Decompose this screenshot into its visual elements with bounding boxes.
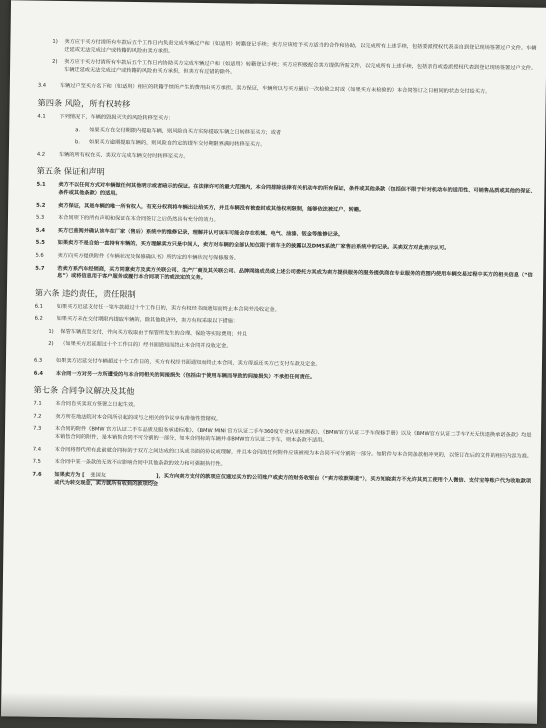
clause-text: 本合同一方对另一方所遭受的与本合同相关的间接损失（包括由于使用车辆而导致的间接损失）不承担任何责任。 <box>55 370 316 381</box>
clause-number: 7.1 <box>33 400 42 408</box>
clause-number: 5.5 <box>35 239 45 247</box>
clause-number: 1) <box>52 38 58 45</box>
clause-3-3-option-1 <box>38 39 538 61</box>
clause-text: 下列情况下，车辆的毁损灭失的风险转移至买方： <box>59 113 174 122</box>
clause-4-1 <box>37 114 537 129</box>
clause-7-6 <box>32 471 532 494</box>
clause-number: 3.4 <box>37 83 47 90</box>
clause-text: 本合同项下的所有声明和保证在本合同签订之后仍然具有充分的效力。 <box>57 215 219 224</box>
clause-text: 本合同自买卖双方签署之日起生效。 <box>55 401 139 409</box>
contract-page <box>1 0 546 723</box>
clause-number: 6.3 <box>33 357 43 364</box>
clause-text: 卖方应于买方付清所有车款后五个工作日内负责完成车辆过户和（如适用）转籍登记手续；卖方应该给予买方适当的合作和协助，以完成所有上述手续，包括委派授权代表亲自到登记现场签署过户文件。车辆迁延或无法完成过户或转籍的风险由卖方承担。 <box>64 39 537 55</box>
clause-text: 如果卖方迟延交付车辆超过十个工作日的，买方有权经书面通知而终止本合同，卖方得返还买方已支付车款及定金。 <box>55 358 321 368</box>
clause-number: 5.2 <box>36 202 46 209</box>
clause-number: 4.1 <box>37 113 46 120</box>
seller-name-field[interactable]: 张国友 <box>86 472 154 482</box>
clause-number: 1) <box>48 328 54 335</box>
clause-text: 卖方向买方提供附件《车辆状况及保修确认书》所约定的车辆状况与保修服务。 <box>57 252 240 262</box>
section-5-heading: 第五条 保证和声明 <box>36 166 105 177</box>
clause-number: 2) <box>52 59 58 66</box>
clause-7-3 <box>33 426 533 448</box>
clause-number: 7.2 <box>33 413 42 420</box>
clause-text: 保管车辆直至交付，并向买方收取由于保管所发生的合理、保险等实际费用；并且 <box>60 328 248 338</box>
clause-6-4 <box>34 370 534 385</box>
clause-number: 6.2 <box>34 315 43 323</box>
clause-number: 7.3 <box>32 426 42 433</box>
clause-text: 车辆过户至买方名下和（如适用）相应的转籍手续所产生的费用由买方承担。卖方保证，车辆所以与买方最后一次检验之时或（如果买方未检验的）本合同签订之日相同的状态交付给买方。 <box>59 83 491 96</box>
clause-number: 5.1 <box>36 182 46 189</box>
clause-text: 本合同中某一条款的无效不应影响合同中其他条款的效力和可强制执行性。 <box>54 459 226 468</box>
clause-3-3-option-2 <box>38 59 538 81</box>
clause-text: 车辆的所有权在买、卖双方完成车辆交付时转移至买方。 <box>58 151 189 160</box>
clause-7-1 <box>33 401 533 416</box>
clause-number: 5.6 <box>35 252 44 259</box>
clause-number: a. <box>75 126 81 133</box>
clause-number: 5.3 <box>35 214 45 221</box>
clause-text: （如果买方迟延超过十个工作日的）经书面通知而终止本合同并没收定金。 <box>60 341 232 350</box>
clause-4-1-a <box>37 126 537 141</box>
clause-text: 如果买方迟延支付任一笔车款超过十个工作日的，卖方有权经书面通知而终止本合同并没收定金。 <box>56 303 280 313</box>
clause-5-7 <box>35 265 535 287</box>
page-bottom-shadow <box>1 692 537 723</box>
clause-5-2 <box>36 202 536 217</box>
clause-text: 卖方所在地法院对本合同所引起的或与之相关的争议享有排他性管辖权。 <box>55 413 222 423</box>
clause-number: 7.4 <box>32 446 42 453</box>
clause-7-5 <box>33 459 533 474</box>
clause-number: 5.4 <box>35 227 46 234</box>
clause-6-2 <box>35 316 535 331</box>
clause-text: 卖方应于买方付清所有车款后五个工作日内协助买方完成车辆过户和（如适用）转籍登记手续；买方应积极配合卖方提供所需文件，以完成所有上述手续，包括亲自或委派授权代表到登记现场签署过户文件。车辆迁延或无法完成过户或转籍的风险由买方承担，但卖方有过错的除外。 <box>64 59 537 76</box>
clause-number: 5.7 <box>35 265 45 272</box>
clause-text: 卖方不以任何方式对车辆做任何其他明示或者暗示的保证。在法律许可的最大范围内，本合同排除法律有关机动车的所有保证，条件或其他条款（包括但不限于针对机动车的适用性、可销售品质或其他的保证、条件或其他条款）的适用。 <box>58 182 536 197</box>
clause-5-3 <box>36 215 536 230</box>
clause-text: 本合同的附件《BMW 官方认证二手车品质及服务承诺标准》、《BMW MINI 官方认证二手车360度专业认证检测表》、《BMW官方认证二手车保修手册》以及《BMW官方认证二手车7天无忧退换承诺条款》均是本销售合同的附件，是本销售合同不可分割的一部分，如本合同标的车辆并非BMW官方认证二手车，则本条款不适用。 <box>54 426 532 444</box>
clause-text: 如果卖方不是自始一直持有车辆的，买方理解卖方只是中间人，卖方对车辆的全部认知仅限于前车主的披露以及DMS系统厂家售后系统中的记录。买卖双方对此表示认可。 <box>57 240 450 252</box>
clause-text: 如果买方在交付期限内提取车辆，则风险自买方实际提取车辆之日转移至买方；或者 <box>89 126 282 136</box>
clause-text: 若卖方系汽车经销商，买方同意卖方及卖方关联公司、生产厂商及其关联公司、品牌网络成员或上述公司委托方其成为卖方提供服务的服务提供商在专业服务的范围内使用车辆交易过程中买方的相关信息（“信息”）或将信息用于客户服务或履行本合同项下的或法定的义务。 <box>57 265 533 282</box>
clause-number: 7.5 <box>32 458 41 465</box>
clause-5-1 <box>36 182 536 204</box>
clause-suffix: ]，买方向卖方支付的款项应仅通过买方的公司账户或卖方的财务收银台（“卖方收款渠道”），买方知晓卖方不允许其员工使用个人微信、支付宝等账户代为收取款项或代为转交现金，卖方就所有收到的款项均会 <box>54 473 532 488</box>
clause-6-2-2 <box>34 341 534 356</box>
clause-number: 6.1 <box>34 303 44 310</box>
clause-4-1-b <box>37 139 537 154</box>
section-4-heading: 第四条 风险，所有权转移 <box>37 97 131 109</box>
section-7-heading: 第七条 合同争议解决及其他 <box>33 384 135 397</box>
clause-number: b. <box>75 139 81 146</box>
clause-number: 4.2 <box>36 151 46 158</box>
clause-text: 卖方保证，其是车辆的唯一所有权人，有充分权利将车辆出让给买方，并且车辆没有被查封或其他权利限制，能够依法被过户、转籍。 <box>58 202 365 213</box>
clause-prefix: 如果卖方为 [ <box>54 471 85 479</box>
clause-text: 如果买方逾期提取车辆的，则风险自约定的提车交付期限界满时转移至买方。 <box>89 139 266 149</box>
clause-7-4 <box>33 446 533 461</box>
clause-4-2 <box>37 151 537 166</box>
contract-text <box>32 39 538 500</box>
clause-5-6 <box>35 253 535 268</box>
clause-number: 2) <box>48 341 54 348</box>
clause-number: 7.6 <box>32 471 42 478</box>
clause-text: 买方已查阅并确认该车在厂家（售后）系统中的维修记录，理解并认可该车可能会存在机械、电气、油漆、钣金等维修记录。 <box>57 227 344 238</box>
section-6-heading: 第六条 违约责任，责任限制 <box>34 287 136 299</box>
clause-text: 如果买方未在交付期限内提取车辆的，除其他救济外，卖方有权采取以下措施： <box>56 316 239 325</box>
clause-text: 本合同将替代所有此前就合同标的于双方之间达成的口头或书面的协议或理解，并且本合同的任何附件应该被视为本合同不可分割的一部分。如附件与本合同条款相冲突的，以签订在后的文件的相应内容为准。 <box>54 446 533 460</box>
clause-5-5 <box>36 240 536 255</box>
clause-number: 6.4 <box>33 370 44 377</box>
clause-text <box>32 471 532 494</box>
